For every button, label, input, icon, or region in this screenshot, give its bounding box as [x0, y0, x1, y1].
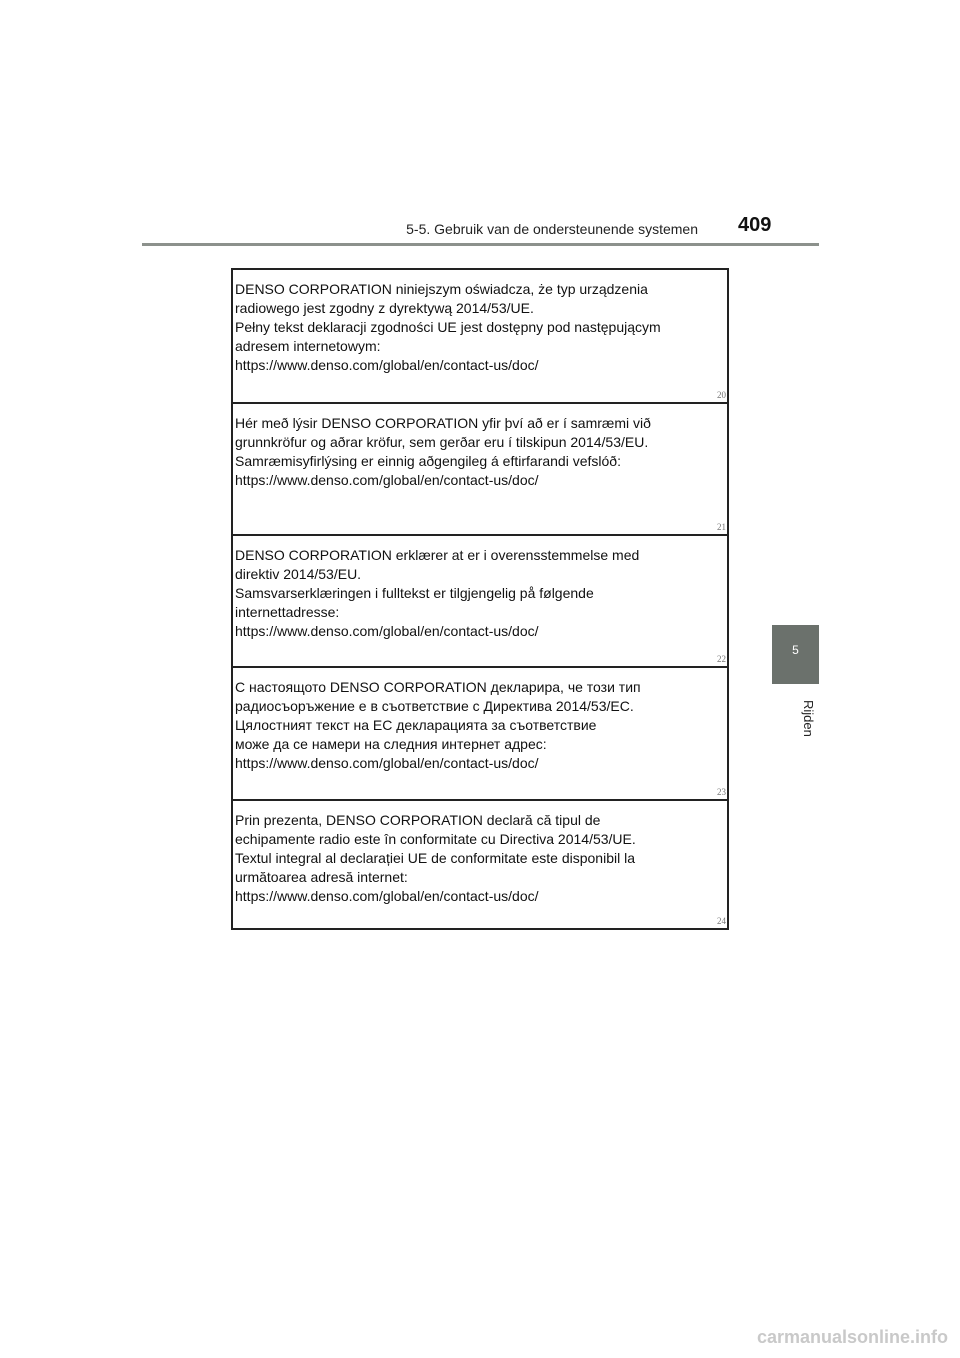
declaration-number: 21 [717, 522, 726, 532]
declaration-line: https://www.denso.com/global/en/contact-us/doc/ [235, 623, 539, 639]
header-divider [142, 243, 819, 246]
declaration-line: DENSO CORPORATION erklærer at er i overensstemmelse med [235, 547, 640, 563]
declaration-number: 23 [717, 787, 726, 797]
page-header [0, 0, 960, 250]
declaration-block-polish [233, 270, 727, 404]
declaration-number: 24 [717, 916, 726, 926]
declaration-line: https://www.denso.com/global/en/contact-us/doc/ [235, 472, 539, 488]
declaration-line: Textul integral al declarației UE de conformitate este disponibil la [235, 850, 635, 866]
site-watermark: carmanualsonline.info [756, 1327, 948, 1347]
declaration-block-romanian [233, 801, 727, 928]
declaration-text [233, 404, 727, 490]
declaration-text [233, 668, 727, 773]
chapter-tab [772, 625, 819, 684]
declaration-text [233, 270, 727, 375]
declaration-line: echipamente radio este în conformitate cu Directiva 2014/53/UE. [235, 831, 636, 847]
declaration-block-bulgarian [233, 668, 727, 801]
declaration-line: Pełny tekst deklaracji zgodności UE jest dostępny pod następującym [235, 319, 661, 335]
page-number: 409 [738, 214, 772, 236]
declaration-line: internettadresse: [235, 604, 340, 620]
declaration-line: direktiv 2014/53/EU. [235, 566, 362, 582]
chapter-label: Rijden [801, 699, 816, 737]
declaration-block-norwegian [233, 536, 727, 668]
declaration-line: Цялостният текст на ЕС декларацията за съответствие [235, 717, 597, 733]
declaration-line: Samsvarserklæringen i fulltekst er tilgjengelig på følgende [235, 585, 594, 601]
declaration-line: adresem internetowym: [235, 338, 381, 354]
declaration-line: DENSO CORPORATION niniejszym oświadcza, że typ urządzenia [235, 281, 648, 297]
declaration-line: може да се намери на следния интернет адрес: [235, 736, 547, 752]
declaration-line: С настоящото DENSO CORPORATION декларира, че този тип [235, 679, 641, 695]
declaration-line: Hér með lýsir DENSO CORPORATION yfir því að er í samræmi við [235, 415, 651, 431]
declaration-number: 22 [717, 654, 726, 664]
chapter-number: 5 [792, 643, 799, 657]
section-title: 5-5. Gebruik van de ondersteunende systemen [406, 221, 698, 237]
declaration-line: Prin prezenta, DENSO CORPORATION declară că tipul de [235, 812, 601, 828]
declaration-line: https://www.denso.com/global/en/contact-us/doc/ [235, 755, 539, 771]
declaration-text [233, 801, 727, 906]
declaration-line: https://www.denso.com/global/en/contact-us/doc/ [235, 888, 539, 904]
declaration-line: grunnkröfur og aðrar kröfur, sem gerðar eru í tilskipun 2014/53/EU. [235, 434, 649, 450]
declaration-block-icelandic [233, 404, 727, 536]
declaration-line: радиосъоръжение е в съответствие с Директива 2014/53/ЕС. [235, 698, 634, 714]
declaration-line: radiowego jest zgodny z dyrektywą 2014/53/UE. [235, 300, 534, 316]
declarations-frame [231, 268, 729, 930]
declaration-number: 20 [717, 390, 726, 400]
declaration-line: următoarea adresă internet: [235, 869, 408, 885]
declaration-text [233, 536, 727, 641]
declaration-line: https://www.denso.com/global/en/contact-us/doc/ [235, 357, 539, 373]
declaration-line: Samræmisyfirlýsing er einnig aðgengileg á eftirfarandi vefslóð: [235, 453, 621, 469]
